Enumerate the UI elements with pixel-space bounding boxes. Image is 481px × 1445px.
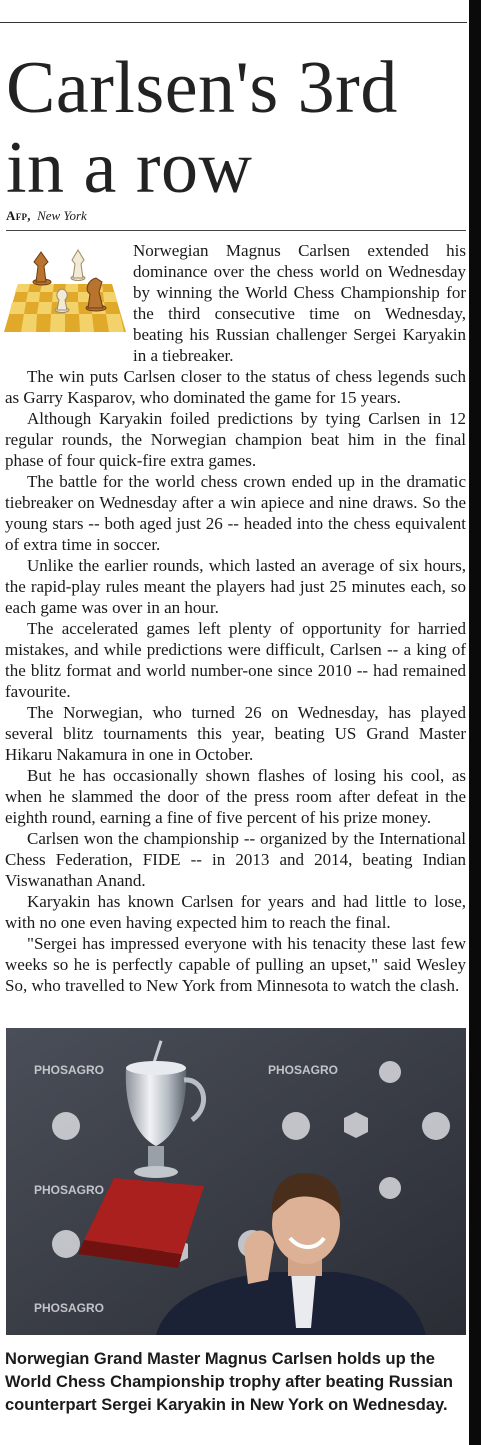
article-body <box>5 240 466 996</box>
paragraph: The win puts Carlsen closer to the status of chess legends such as Garry Kasparov, who dominated the game for 15 years. <box>5 367 466 407</box>
byline-rule <box>6 230 466 231</box>
photo-caption: Norwegian Grand Master Magnus Carlsen holds up the World Chess Championship trophy after beating Russian counterpart Sergei Karyakin in New York on Wednesday. <box>5 1350 453 1414</box>
paragraph: But he has occasionally shown flashes of losing his cool, as when he slammed the door of the press room after defeat in the eighth round, earning a fine of five percent of his prize money. <box>5 766 466 827</box>
paragraph: "Sergei has impressed everyone with his tenacity these last few weeks so he is perfectly capable of pulling an upset," said Wesley So, who travelled to New York from Minnesota to watch the clash. <box>5 934 466 995</box>
sponsor-logo-text: PHOSAGRO <box>268 1063 339 1077</box>
sponsor-logo-text: PHOSAGRO <box>34 1301 105 1315</box>
paragraph: The battle for the world chess crown ended up in the dramatic tiebreaker on Wednesday after a win apiece and nine draws. So the young stars -- both aged just 26 -- headed into the chess equivalent of extra time in soccer. <box>5 472 466 554</box>
paragraph: Karyakin has known Carlsen for years and had little to lose, with no one even having expected him to reach the final. <box>5 892 466 932</box>
paragraph: Norwegian Magnus Carlsen extended his dominance over the chess world on Wednesday by winning the World Chess Championship for the third consecutive time on Wednesday, beating his Russian challenger Sergei Karyakin in a tiebreaker. <box>133 241 466 365</box>
paragraph: Unlike the earlier rounds, which lasted an average of six hours, the rapid-play rules meant the players had just 25 minutes each, so each game was over in an hour. <box>5 556 466 617</box>
sponsor-logo-text: PHOSAGRO <box>34 1063 105 1077</box>
sponsor-logo-text: PHOSAGRO <box>34 1183 105 1197</box>
top-rule <box>0 22 467 23</box>
paragraph: Although Karyakin foiled predictions by tying Carlsen in 12 regular rounds, the Norwegian champion beat him in the final phase of four quick-fire extra games. <box>5 409 466 470</box>
byline-agency: Afp, <box>6 208 31 223</box>
headline: Carlsen's 3rd in a row <box>6 47 398 209</box>
page-edge-bar <box>469 0 481 1445</box>
paragraph: The accelerated games left plenty of opportunity for harried mistakes, and while predictions were difficult, Carlsen -- a king of the blitz format and world number-one since 2010 -- had remained favourite. <box>5 619 466 701</box>
byline <box>6 208 87 224</box>
paragraph: Carlsen won the championship -- organized by the International Chess Federation, FIDE -- in 2013 and 2014, beating Indian Viswanathan Anand. <box>5 829 466 890</box>
byline-place: New York <box>37 208 87 223</box>
news-photo <box>6 1028 466 1335</box>
chess-board-illustration <box>4 244 126 336</box>
paragraph: The Norwegian, who turned 26 on Wednesday, has played several blitz tournaments this year, beating US Grand Master Hikaru Nakamura in one in October. <box>5 703 466 764</box>
photo-scene <box>6 1028 466 1335</box>
